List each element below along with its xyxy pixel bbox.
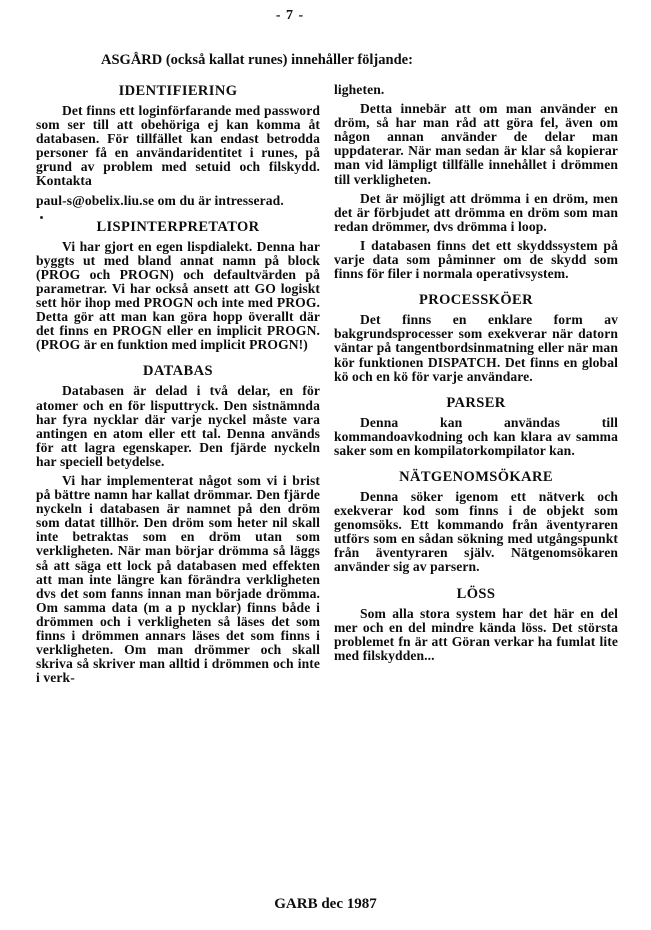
paragraph: Det är möjligt att drömma i en dröm, men det är förbjudet att drömma en dröm som man redan drömmer, dvs drömma i loop. [334,190,618,234]
two-column-layout [36,83,618,690]
paragraph: I databasen finns det ett skyddssystem på varje data som påminner om de skydd som finns för filer i normala operativsystem. [334,237,618,282]
section-heading: LÖSS [456,585,496,602]
section-heading: IDENTIFIERING [118,83,238,99]
footer-credit: GARB dec 1987 [274,896,377,912]
paragraph: Databasen är delad i två delar, en för atomer och en för lisputtryck. Den sistnämnda har fyra nycklar där varje nyckel måste vara antingen en atom eller ett tal. Denna används för att lagra egenskaper. Den fjärde nyckeln har speciell betydelse. [36,383,320,469]
paragraph: Denna kan användas till kommandoavkodning och kan klara av samma saker som en kompilatorkompilator kan. [334,414,618,458]
right-column [334,83,618,690]
paragraph: paul-s@obelix.liu.se om du är intresserad. [36,192,284,208]
paragraph: Detta innebär att om man använder en dröm, så har man råd att göra fel, även om någon annan använder de delar man uppdaterar. När man sedan är klar så kopierar man vid lämpligt tillfälle innehållet i drömmen till verkligheten. [334,101,618,187]
paragraph: Vi har implementerat något som vi i brist på bättre namn har kallat drömmar. Den fjärde nyckeln i databasen är namnet på den dröm som datat tillhör. Den dröm som heter nil skall inte betraktas som en dröm utan som verkligheten. När man börjar drömma så läggs så att säga ett lock på databasen med effekten att man inte längre kan förändra verkligheten dvs det som fanns innan man började drömma. Om samma data (m a p nycklar) finns både i drömmen och i verkligheten så läses det som finns i drömmen annars läses det som finns i verkligheten. Om man drömmer och skall skriva så skriver man alltid i drömmen och inte i verk- [36,472,320,686]
paragraph: Det finns ett loginförfarande med password som ser till att obehöriga ej kan komma åt databasen. För tillfället kan endast betrodda personer få en användaridentitet i runes, på grund av problem med setuid och filskydd. Kontakta [36,103,320,189]
document-intro-line: ASGÅRD (också kallat runes) innehåller följande: [101,52,413,68]
scan-artifact-dot [40,216,43,219]
section-heading: NÄTGENOMSÖKARE [399,468,553,485]
paragraph: Denna söker igenom ett nätverk och exekverar kod som finns i de objekt som genomsöks. Ett kommando från äventyraren utförs som en sådan sökning med utgångspunkt från äventyraren själv. Nätgenomsökaren använder sig av parsern. [334,488,618,575]
paragraph: ligheten. [334,82,385,97]
section-heading: DATABAS [143,363,213,380]
paragraph: Vi har gjort en egen lispdialekt. Denna har byggts ut med bland annat namn på block (PROG och PROGN) och defaultvärden på parametrar. Vi har också ansett att GO logiskt sett hör ihop med PROGN och inte med PROG. Detta gör att man kan göra hopp överallt där det finns en PROGN eller en implicit PROGN. (PROG är en funktion med implicit PROGN!) [36,238,320,353]
paragraph: Som alla stora system har det här en del mer och en del mindre kända löss. Det största problemet fn är att Göran verkar ha fumlat lite med filskydden... [334,605,618,663]
section-heading: PARSER [446,394,506,411]
section-heading: LISPINTERPRETATOR [96,218,260,235]
paragraph: Det finns en enklare form av bakgrundsprocesser som exekverar när datorn väntar på tangentbordsinmatning eller när man kör funktionen DISPATCH. Det finns en global kö och en kö för varje användare. [334,312,618,384]
page-number: - 7 - [275,8,305,23]
left-column [36,83,320,690]
section-heading: PROCESSKÖER [419,292,533,309]
